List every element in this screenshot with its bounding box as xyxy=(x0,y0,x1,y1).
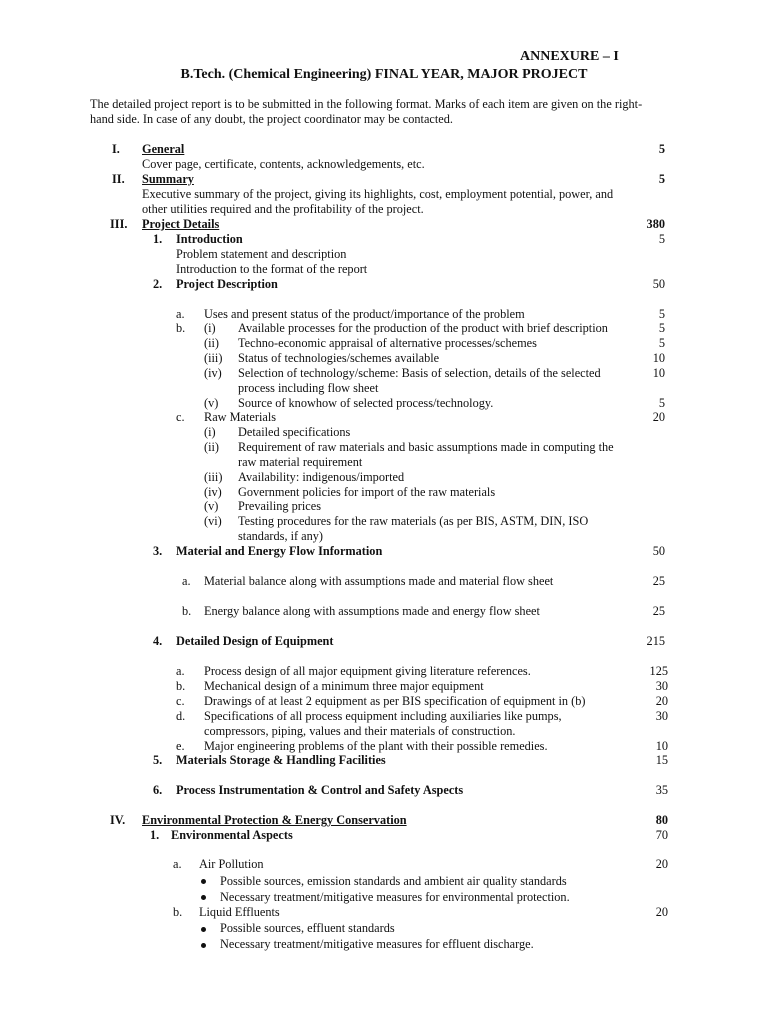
annexure-label: ANNEXURE – I xyxy=(520,49,619,64)
item-text-cont: standards, if any) xyxy=(238,529,324,543)
item-roman: (i) xyxy=(204,321,216,335)
item-marks: 20 xyxy=(655,905,668,919)
bullet-text: Possible sources, effluent standards xyxy=(220,921,395,935)
item-roman: (iv) xyxy=(204,366,222,380)
subsection-num: 3. xyxy=(153,544,163,558)
section-num: III. xyxy=(110,217,128,231)
section-heading: Summary xyxy=(142,172,194,186)
subsection-heading: Environmental Aspects xyxy=(171,828,293,842)
item-letter: a. xyxy=(176,664,185,678)
item-marks: 10 xyxy=(652,351,665,365)
subsection-marks: 50 xyxy=(652,544,665,558)
subsection-num: 5. xyxy=(153,753,163,767)
item-letter: e. xyxy=(176,739,185,753)
item-text: Requirement of raw materials and basic assumptions made in computing the xyxy=(238,440,614,454)
subsection-marks: 5 xyxy=(658,232,665,246)
intro-line-1: The detailed project report is to be submitted in the following format. Marks of each item are given on the right- xyxy=(90,97,643,111)
section-desc: Cover page, certificate, contents, acknowledgements, etc. xyxy=(142,157,425,171)
bullet-text: Possible sources, emission standards and ambient air quality standards xyxy=(220,874,567,888)
section-num: I. xyxy=(112,142,120,156)
item-text: Process design of all major equipment giving literature references. xyxy=(204,664,531,678)
item-text: Energy balance along with assumptions made and energy flow sheet xyxy=(204,604,540,618)
item-text: Drawings of at least 2 equipment as per BIS specification of equipment in (b) xyxy=(204,694,586,708)
subsection-marks: 215 xyxy=(646,634,665,648)
section-heading: General xyxy=(142,142,185,156)
item-marks: 5 xyxy=(658,321,665,335)
item-text: Prevailing prices xyxy=(238,499,321,513)
section-heading: Project Details xyxy=(142,217,220,231)
item-marks: 25 xyxy=(652,604,665,618)
item-marks: 5 xyxy=(658,396,665,410)
section-marks: 80 xyxy=(655,813,668,827)
bullet-icon xyxy=(201,895,206,900)
item-marks: 30 xyxy=(655,709,668,723)
item-roman: (iii) xyxy=(204,470,223,484)
subsection-num: 6. xyxy=(153,783,163,797)
item-roman: (ii) xyxy=(204,440,220,454)
section-marks: 380 xyxy=(646,217,665,231)
item-marks: 5 xyxy=(658,307,665,321)
section-heading: Environmental Protection & Energy Conservation xyxy=(142,813,407,827)
item-roman: (iii) xyxy=(204,351,223,365)
item-text: Testing procedures for the raw materials (as per BIS, ASTM, DIN, ISO xyxy=(238,514,589,528)
item-letter: a. xyxy=(182,574,191,588)
item-roman: (v) xyxy=(204,499,219,513)
item-letter: b. xyxy=(173,905,183,919)
item-text: Status of technologies/schemes available xyxy=(238,351,440,365)
section-marks: 5 xyxy=(658,172,665,186)
bullet-icon xyxy=(201,879,206,884)
intro-line-2: hand side. In case of any doubt, the project coordinator may be contacted. xyxy=(90,112,453,126)
item-text: Major engineering problems of the plant with their possible remedies. xyxy=(204,739,548,753)
subsection-marks: 50 xyxy=(652,277,665,291)
item-letter: c. xyxy=(176,410,185,424)
section-desc: other utilities required and the profitability of the project. xyxy=(142,202,424,216)
item-text-cont: compressors, piping, values and their materials of construction. xyxy=(204,724,516,738)
item-marks: 20 xyxy=(655,857,668,871)
subsection-num: 2. xyxy=(153,277,163,291)
subsection-num: 1. xyxy=(153,232,163,246)
item-text-cont: raw material requirement xyxy=(238,455,363,469)
item-text: Mechanical design of a minimum three major equipment xyxy=(204,679,484,693)
item-text: Detailed specifications xyxy=(238,425,351,439)
item-roman: (iv) xyxy=(204,485,222,499)
item-roman: (i) xyxy=(204,425,216,439)
item-roman: (ii) xyxy=(204,336,220,350)
section-desc: Executive summary of the project, giving its highlights, cost, employment potential, power, and xyxy=(142,187,614,201)
item-text: Source of knowhow of selected process/technology. xyxy=(238,396,494,410)
item-text: Liquid Effluents xyxy=(199,905,280,919)
subsection-heading: Introduction xyxy=(176,232,243,246)
subsection-num: 4. xyxy=(153,634,163,648)
item-marks: 25 xyxy=(652,574,665,588)
item-text: Uses and present status of the product/importance of the problem xyxy=(204,307,525,321)
item-marks: 5 xyxy=(658,336,665,350)
subsection-heading: Project Description xyxy=(176,277,278,291)
bullet-text: Necessary treatment/mitigative measures for environmental protection. xyxy=(220,890,570,904)
subsection-heading: Materials Storage & Handling Facilities xyxy=(176,753,386,767)
item-marks: 10 xyxy=(655,739,668,753)
bullet-icon xyxy=(201,943,206,948)
subsection-line: Introduction to the format of the report xyxy=(176,262,368,276)
subsection-marks: 70 xyxy=(655,828,668,842)
item-letter: a. xyxy=(176,307,185,321)
item-text: Government policies for import of the raw materials xyxy=(238,485,496,499)
item-text: Selection of technology/scheme: Basis of selection, details of the selected xyxy=(238,366,601,380)
section-num: IV. xyxy=(110,813,126,827)
item-text: Material balance along with assumptions made and material flow sheet xyxy=(204,574,554,588)
subsection-heading: Detailed Design of Equipment xyxy=(176,634,334,648)
page-title: B.Tech. (Chemical Engineering) FINAL YEAR, MAJOR PROJECT xyxy=(180,67,588,82)
item-text: Specifications of all process equipment including auxiliaries like pumps, xyxy=(204,709,562,723)
subsection-heading: Material and Energy Flow Information xyxy=(176,544,383,558)
item-marks: 10 xyxy=(652,366,665,380)
bullet-text: Necessary treatment/mitigative measures for effluent discharge. xyxy=(220,937,534,951)
subsection-num: 1. xyxy=(150,828,160,842)
subsection-marks: 15 xyxy=(655,753,668,767)
item-text-cont: process including flow sheet xyxy=(238,381,379,395)
item-marks: 30 xyxy=(655,679,668,693)
bullet-icon xyxy=(201,927,206,932)
item-roman: (vi) xyxy=(204,514,222,528)
item-text: Air Pollution xyxy=(199,857,264,871)
item-letter: d. xyxy=(176,709,186,723)
item-text: Availability: indigenous/imported xyxy=(238,470,405,484)
item-marks: 125 xyxy=(649,664,668,678)
subsection-marks: 35 xyxy=(655,783,668,797)
item-letter: c. xyxy=(176,694,185,708)
item-letter: b. xyxy=(176,679,186,693)
item-text: Available processes for the production of the product with brief description xyxy=(238,321,608,335)
item-letter: a. xyxy=(173,857,182,871)
item-marks: 20 xyxy=(652,410,665,424)
item-text: Techno-economic appraisal of alternative processes/schemes xyxy=(238,336,537,350)
item-marks: 20 xyxy=(655,694,668,708)
subsection-heading: Process Instrumentation & Control and Safety Aspects xyxy=(176,783,464,797)
section-marks: 5 xyxy=(658,142,665,156)
item-text: Raw Materials xyxy=(204,410,277,424)
item-letter: b. xyxy=(182,604,192,618)
item-roman: (v) xyxy=(204,396,219,410)
subsection-line: Problem statement and description xyxy=(176,247,347,261)
section-num: II. xyxy=(112,172,125,186)
item-letter: b. xyxy=(176,321,186,335)
